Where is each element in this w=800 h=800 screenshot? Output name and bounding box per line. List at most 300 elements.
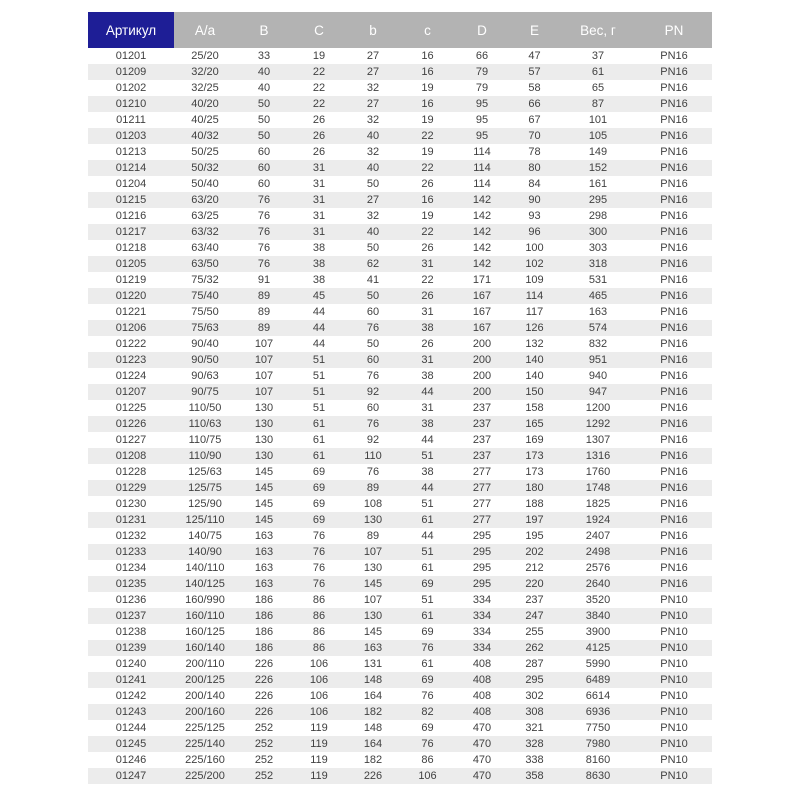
table-cell: 277: [472, 498, 492, 510]
table-cell: 75/32: [191, 274, 219, 286]
table-cell: 51: [312, 402, 326, 414]
table-cell: PN16: [660, 562, 688, 574]
table-cell: 200: [472, 354, 492, 366]
table-cell: 145: [254, 482, 274, 494]
table-cell: 107: [254, 386, 274, 398]
article-cell: 01220: [115, 290, 147, 302]
table-cell: 470: [472, 722, 492, 734]
article-cell: 01216: [115, 210, 147, 222]
table-row: [88, 512, 712, 528]
table-cell: 130: [363, 514, 383, 526]
table-cell: 237: [472, 434, 492, 446]
table-cell: 130: [254, 450, 274, 462]
table-cell: PN16: [660, 98, 688, 110]
table-cell: 114: [473, 146, 491, 158]
table-cell: 321: [525, 722, 544, 734]
table-cell: PN16: [660, 450, 688, 462]
table-row: [88, 304, 712, 320]
table-cell: 951: [588, 354, 608, 366]
table-cell: 200: [472, 386, 492, 398]
table-cell: 130: [254, 418, 274, 430]
table-cell: 167: [472, 322, 492, 334]
table-cell: 167: [472, 306, 492, 318]
table-cell: 182: [363, 754, 383, 766]
table-cell: PN16: [660, 146, 688, 158]
table-cell: 50: [257, 130, 271, 142]
table-cell: 50: [257, 114, 271, 126]
table-cell: 75/40: [191, 290, 219, 302]
table-cell: 164: [363, 690, 383, 702]
table-cell: PN16: [660, 482, 688, 494]
table-cell: 60: [257, 146, 271, 158]
header-cell-article: Артикул: [88, 12, 174, 48]
table-cell: 40/20: [191, 98, 219, 110]
table-cell: 76: [312, 530, 326, 542]
table-cell: PN16: [660, 274, 688, 286]
table-cell: 106: [309, 690, 329, 702]
table-cell: 16: [421, 98, 434, 110]
article-cell: 01211: [116, 114, 146, 126]
fittings-spec-table: [88, 12, 712, 784]
table-cell: 287: [525, 658, 544, 670]
table-cell: 358: [525, 770, 544, 782]
table-cell: 5990: [585, 658, 611, 670]
table-row: [88, 368, 712, 384]
table-cell: 140: [525, 354, 544, 366]
table-cell: 109: [525, 274, 544, 286]
table-header-row: [88, 12, 712, 48]
table-cell: 16: [421, 66, 434, 78]
table-cell: PN16: [660, 194, 688, 206]
table-cell: 76: [257, 226, 271, 238]
table-cell: 86: [312, 626, 326, 638]
table-cell: 45: [312, 290, 326, 302]
table-cell: 173: [525, 466, 544, 478]
table-cell: 90/40: [191, 338, 219, 350]
table-cell: 171: [472, 274, 492, 286]
table-cell: 107: [254, 338, 274, 350]
table-cell: 76: [366, 370, 380, 382]
table-cell: 50/40: [191, 178, 219, 190]
table-row: [88, 496, 712, 512]
table-cell: 69: [421, 626, 434, 638]
table-cell: 164: [363, 738, 383, 750]
table-cell: 37: [591, 50, 605, 62]
table-cell: 163: [363, 642, 383, 654]
table-cell: 408: [472, 690, 492, 702]
article-cell: 01243: [115, 706, 147, 718]
table-cell: 328: [525, 738, 544, 750]
table-cell: 22: [312, 66, 326, 78]
table-row: [88, 384, 712, 400]
table-cell: 237: [472, 450, 492, 462]
table-cell: PN10: [660, 690, 688, 702]
table-cell: 51: [312, 354, 326, 366]
table-cell: 225/140: [185, 738, 225, 750]
table-cell: 38: [421, 322, 434, 334]
table-cell: 126: [525, 322, 544, 334]
table-cell: 60: [366, 402, 380, 414]
table-row: [88, 768, 712, 784]
table-cell: 27: [366, 98, 380, 110]
table-row: [88, 464, 712, 480]
table-cell: 225/125: [185, 722, 225, 734]
table-cell: 32: [366, 146, 380, 158]
table-cell: 61: [591, 66, 605, 78]
table-cell: 86: [312, 594, 326, 606]
table-cell: 47: [528, 50, 541, 62]
table-cell: 334: [472, 626, 492, 638]
table-cell: 1316: [585, 450, 611, 462]
table-cell: 158: [525, 402, 544, 414]
table-cell: 51: [421, 594, 434, 606]
table-cell: 95: [475, 98, 489, 110]
table-cell: 90/50: [191, 354, 219, 366]
table-cell: PN10: [660, 754, 688, 766]
table-cell: 125/90: [188, 498, 222, 510]
table-cell: 7980: [585, 738, 611, 750]
table-row: [88, 80, 712, 96]
table-cell: 1924: [585, 514, 611, 526]
table-cell: 26: [421, 178, 434, 190]
table-row: [88, 672, 712, 688]
table-cell: 947: [588, 386, 608, 398]
table-cell: 76: [257, 242, 271, 254]
table-cell: 163: [254, 530, 274, 542]
article-cell: 01233: [115, 546, 147, 558]
table-cell: PN16: [660, 290, 688, 302]
table-cell: 31: [312, 210, 326, 222]
table-cell: PN10: [660, 674, 688, 686]
article-cell: 01230: [115, 498, 147, 510]
table-cell: 114: [525, 290, 544, 302]
table-cell: 318: [588, 258, 608, 270]
table-cell: 44: [421, 434, 434, 446]
table-cell: 119: [310, 770, 328, 782]
table-cell: PN16: [660, 226, 688, 238]
table-cell: 295: [472, 562, 492, 574]
table-cell: 69: [421, 578, 434, 590]
article-cell: 01229: [115, 482, 147, 494]
table-cell: 150: [525, 386, 544, 398]
table-cell: 161: [588, 178, 608, 190]
table-cell: 295: [525, 674, 544, 686]
table-cell: 165: [525, 418, 544, 430]
table-cell: 66: [475, 50, 489, 62]
table-cell: PN16: [660, 258, 688, 270]
table-cell: PN10: [660, 770, 688, 782]
table-cell: 78: [528, 146, 541, 158]
table-cell: 105: [588, 130, 608, 142]
table-cell: 225/160: [185, 754, 225, 766]
table-cell: 110/50: [188, 402, 222, 414]
table-cell: PN16: [660, 178, 688, 190]
table-cell: 31: [421, 354, 434, 366]
table-cell: 277: [472, 482, 492, 494]
table-cell: 200: [472, 338, 492, 350]
table-row: [88, 208, 712, 224]
table-cell: 32/25: [191, 82, 219, 94]
table-cell: PN10: [660, 658, 688, 670]
table-row: [88, 656, 712, 672]
table-cell: 26: [421, 290, 434, 302]
table-cell: 60: [366, 306, 380, 318]
table-row: [88, 176, 712, 192]
table-cell: 41: [366, 274, 380, 286]
article-cell: 01217: [115, 226, 147, 238]
table-cell: 76: [421, 690, 434, 702]
table-cell: PN16: [660, 514, 688, 526]
table-cell: 38: [421, 370, 434, 382]
table-cell: 58: [528, 82, 541, 94]
header-cell: E: [509, 12, 560, 48]
table-row: [88, 64, 712, 80]
table-row: [88, 272, 712, 288]
table-cell: 31: [312, 194, 326, 206]
table-cell: 117: [525, 306, 544, 318]
table-cell: PN10: [660, 706, 688, 718]
table-cell: 63/32: [191, 226, 219, 238]
table-cell: 110/63: [188, 418, 222, 430]
article-cell: 01232: [115, 530, 147, 542]
table-cell: 226: [254, 658, 274, 670]
header-cell: D: [455, 12, 509, 48]
table-cell: 212: [525, 562, 544, 574]
table-cell: 408: [472, 658, 492, 670]
table-cell: 197: [525, 514, 544, 526]
table-cell: 110/90: [188, 450, 222, 462]
table-cell: 60: [257, 162, 271, 174]
table-cell: 140/75: [188, 530, 222, 542]
table-cell: 298: [588, 210, 608, 222]
table-cell: PN16: [660, 130, 688, 142]
table-cell: 60: [257, 178, 271, 190]
table-cell: 76: [366, 466, 380, 478]
table-row: [88, 640, 712, 656]
table-cell: PN16: [660, 322, 688, 334]
table-cell: 8160: [585, 754, 611, 766]
table-cell: PN16: [660, 66, 688, 78]
table-row: [88, 256, 712, 272]
table-cell: 38: [421, 466, 434, 478]
table-cell: 33: [257, 50, 271, 62]
table-cell: PN16: [660, 498, 688, 510]
table-cell: 145: [254, 498, 274, 510]
table-cell: 92: [366, 434, 380, 446]
table-cell: 277: [472, 514, 492, 526]
table-cell: 86: [421, 754, 434, 766]
article-cell: 01241: [115, 674, 147, 686]
header-cell: PN: [636, 12, 712, 48]
table-cell: 31: [421, 402, 434, 414]
table-cell: 22: [312, 82, 326, 94]
table-cell: PN16: [660, 546, 688, 558]
table-cell: PN16: [660, 370, 688, 382]
table-cell: 1292: [585, 418, 611, 430]
table-cell: 79: [475, 82, 489, 94]
table-cell: 31: [312, 226, 326, 238]
table-row: [88, 128, 712, 144]
table-cell: 40: [366, 162, 380, 174]
table-cell: 16: [421, 50, 434, 62]
table-cell: 19: [421, 146, 434, 158]
table-cell: PN16: [660, 434, 688, 446]
article-cell: 01242: [115, 690, 147, 702]
table-cell: 114: [473, 162, 491, 174]
table-cell: 96: [528, 226, 541, 238]
table-cell: 247: [525, 610, 544, 622]
table-cell: 3840: [585, 610, 611, 622]
table-cell: 295: [588, 194, 608, 206]
table-cell: PN16: [660, 386, 688, 398]
table-cell: 87: [591, 98, 605, 110]
table-cell: 106: [309, 674, 329, 686]
table-cell: 27: [366, 194, 380, 206]
table-cell: 86: [312, 610, 326, 622]
table-cell: 107: [254, 370, 274, 382]
table-cell: 61: [421, 562, 434, 574]
table-row: [88, 544, 712, 560]
table-cell: 6936: [585, 706, 611, 718]
table-cell: 76: [257, 194, 271, 206]
article-cell: 01221: [115, 306, 147, 318]
table-cell: 160/140: [185, 642, 225, 654]
table-cell: 32: [366, 82, 380, 94]
table-cell: 51: [421, 546, 434, 558]
table-cell: 102: [525, 258, 544, 270]
table-cell: PN16: [660, 402, 688, 414]
table-cell: 61: [312, 418, 326, 430]
table-row: [88, 592, 712, 608]
table-cell: 67: [528, 114, 541, 126]
table-row: [88, 528, 712, 544]
table-cell: 89: [366, 482, 380, 494]
table-cell: 114: [473, 178, 491, 190]
table-cell: 3520: [585, 594, 611, 606]
article-cell: 01239: [115, 642, 147, 654]
table-cell: PN10: [660, 642, 688, 654]
table-cell: PN10: [660, 594, 688, 606]
table-cell: 252: [254, 722, 274, 734]
article-cell: 01203: [115, 130, 147, 142]
table-cell: 163: [588, 306, 608, 318]
table-cell: 470: [472, 738, 492, 750]
table-cell: 295: [472, 530, 492, 542]
table-cell: 163: [254, 562, 274, 574]
article-cell: 01246: [115, 754, 147, 766]
table-cell: PN16: [660, 50, 688, 62]
table-cell: 91: [257, 274, 271, 286]
table-cell: 44: [312, 322, 326, 334]
table-cell: PN16: [660, 162, 688, 174]
table-cell: 40: [366, 226, 380, 238]
table-cell: 61: [312, 434, 326, 446]
table-cell: 145: [363, 626, 383, 638]
table-cell: 2576: [585, 562, 611, 574]
table-cell: 1825: [585, 498, 611, 510]
article-cell: 01247: [115, 770, 147, 782]
table-cell: 169: [525, 434, 544, 446]
table-cell: 44: [421, 386, 434, 398]
table-cell: 125/110: [185, 514, 225, 526]
table-cell: 255: [525, 626, 544, 638]
table-cell: 50: [257, 98, 271, 110]
table-cell: PN16: [660, 82, 688, 94]
table-cell: 76: [312, 562, 326, 574]
table-cell: PN10: [660, 626, 688, 638]
table-cell: 8630: [585, 770, 611, 782]
table-cell: 31: [312, 178, 326, 190]
table-cell: 50: [366, 242, 380, 254]
table-cell: 200/160: [185, 706, 225, 718]
table-row: [88, 224, 712, 240]
table-cell: PN10: [660, 610, 688, 622]
table-row: [88, 480, 712, 496]
table-cell: 142: [472, 210, 492, 222]
table-cell: 44: [421, 482, 434, 494]
table-cell: 26: [421, 242, 434, 254]
table-cell: 38: [312, 274, 326, 286]
table-cell: 95: [475, 130, 489, 142]
table-cell: 334: [472, 642, 492, 654]
table-cell: 110: [364, 450, 382, 462]
table-cell: 57: [528, 66, 541, 78]
table-cell: 226: [363, 770, 383, 782]
table-cell: 22: [312, 98, 326, 110]
table-cell: 61: [421, 610, 434, 622]
table-row: [88, 416, 712, 432]
table-cell: 1200: [585, 402, 611, 414]
header-cell: b: [346, 12, 400, 48]
table-row: [88, 608, 712, 624]
table-cell: 63/40: [191, 242, 219, 254]
header-cell: B: [236, 12, 292, 48]
table-cell: 1748: [585, 482, 611, 494]
table-cell: 32/20: [191, 66, 219, 78]
header-cell: Вес, г: [560, 12, 636, 48]
table-cell: 75/50: [191, 306, 219, 318]
table-cell: 225/200: [185, 770, 225, 782]
table-cell: PN10: [660, 722, 688, 734]
table-cell: 69: [421, 722, 434, 734]
table-cell: 3900: [585, 626, 611, 638]
table-cell: 19: [312, 50, 326, 62]
article-cell: 01204: [115, 178, 147, 190]
table-cell: PN16: [660, 306, 688, 318]
article-cell: 01235: [115, 578, 147, 590]
table-cell: 4125: [585, 642, 611, 654]
article-cell: 01202: [115, 82, 147, 94]
table-row: [88, 448, 712, 464]
table-cell: 95: [475, 114, 489, 126]
table-cell: 220: [525, 578, 544, 590]
table-cell: 237: [472, 418, 492, 430]
table-cell: 44: [421, 530, 434, 542]
table-row: [88, 352, 712, 368]
table-row: [88, 144, 712, 160]
article-cell: 01214: [115, 162, 147, 174]
table-cell: 142: [472, 258, 492, 270]
table-cell: 119: [310, 754, 328, 766]
table-cell: 237: [472, 402, 492, 414]
table-cell: 69: [312, 498, 326, 510]
table-cell: 92: [366, 386, 380, 398]
table-cell: 19: [421, 114, 434, 126]
table-cell: 1307: [585, 434, 611, 446]
table-cell: 140/125: [185, 578, 225, 590]
table-cell: 31: [421, 258, 434, 270]
article-cell: 01213: [115, 146, 147, 158]
